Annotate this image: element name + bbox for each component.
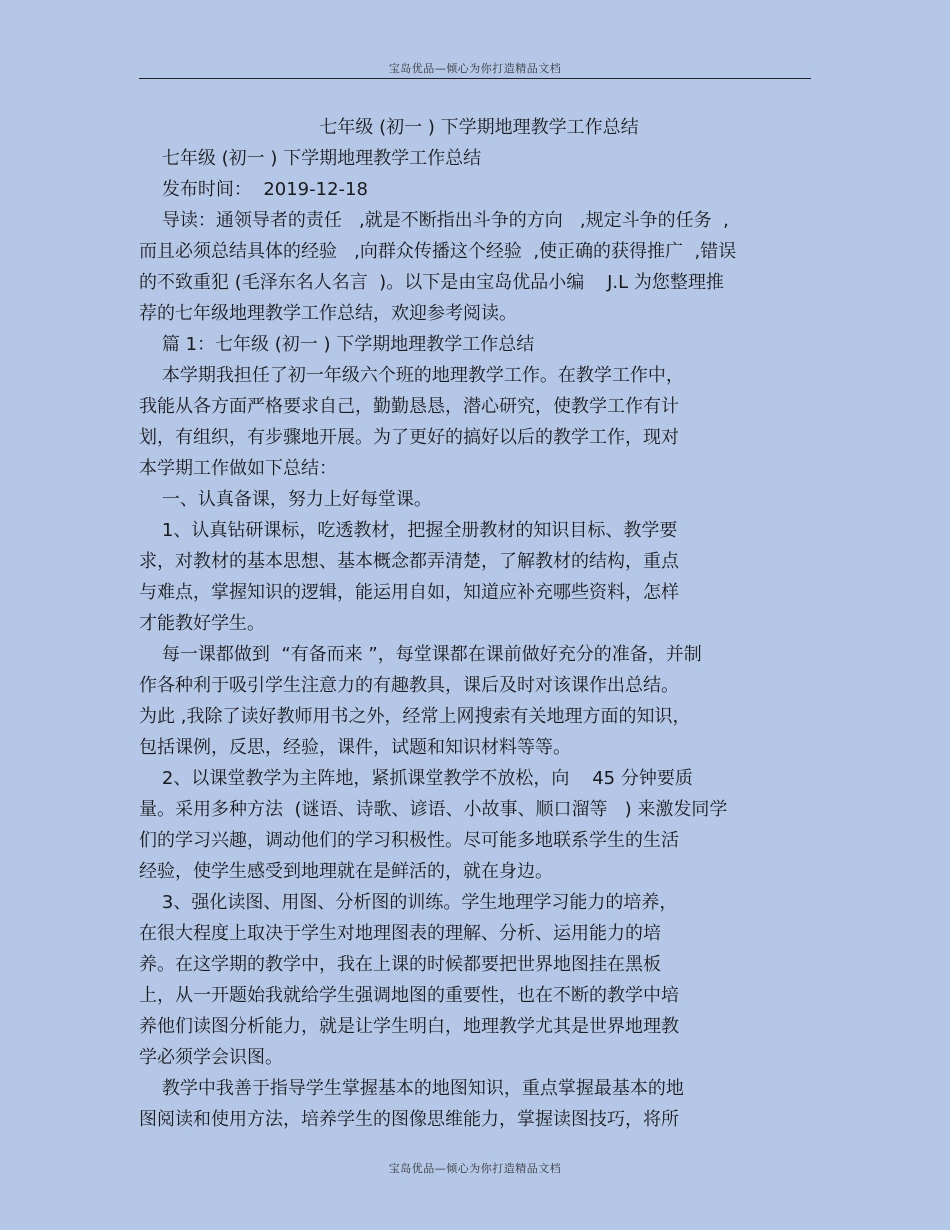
text-line: 与难点，掌握知识的逻辑，能运用自如，知道应补充哪些资料，怎样 xyxy=(139,582,679,603)
text-line: 作各种利于吸引学生注意力的有趣教具，课后及时对该课作出总结。 xyxy=(139,675,679,696)
text-line: 经验，使学生感受到地理就在是鲜活的，就在身边。 xyxy=(139,861,553,882)
text-line: 养他们读图分析能力，就是让学生明白，地理教学尤其是世界地理教 xyxy=(139,1016,679,1037)
text-line: 七年级 (初一 ) 下学期地理教学工作总结 xyxy=(139,148,482,169)
text-line: 1、认真钻研课标，吃透教材，把握全册教材的知识目标、教学要 xyxy=(139,520,678,541)
text-line: 导读：通领导者的责任 ,就是不断指出斗争的方向 ,规定斗争的任务 , xyxy=(139,210,729,231)
text-line: 为此 ,我除了读好教师用书之外，经常上网搜索有关地理方面的知识， xyxy=(139,706,691,727)
text-line: 学必须学会识图。 xyxy=(139,1047,283,1068)
text-line: 量。采用多种方法 (谜语、诗歌、谚语、小故事、顺口溜等 ) 来激发同学 xyxy=(139,799,728,820)
text-line: 3、强化读图、用图、分析图的训练。学生地理学习能力的培养， xyxy=(139,892,678,913)
text-line: 图阅读和使用方法，培养学生的图像思维能力，掌握读图技巧，将所 xyxy=(139,1109,679,1130)
page-footer: 宝岛优品—倾心为你打造精品文档 xyxy=(388,1162,562,1175)
text-line: 而且必须总结具体的经验 ,向群众传播这个经验 ,使正确的获得推广 ,错误 xyxy=(139,241,737,262)
text-line: 划，有组织，有步骤地开展。为了更好的搞好以后的教学工作，现对 xyxy=(139,427,679,448)
document-title: 七年级 (初一 ) 下学期地理教学工作总结 xyxy=(319,117,639,138)
document-body xyxy=(139,112,819,1135)
header-divider xyxy=(139,78,811,79)
text-line: 本学期工作做如下总结： xyxy=(139,458,337,479)
text-line: 本学期我担任了初一年级六个班的地理教学工作。在教学工作中， xyxy=(139,365,684,386)
text-line: 养。在这学期的教学中，我在上课的时候都要把世界地图挂在黑板 xyxy=(139,954,661,975)
text-line: 的不致重犯 (毛泽东名人名言 )。以下是由宝岛优品小编 J.L 为您整理推 xyxy=(139,272,724,293)
page-header: 宝岛优品—倾心为你打造精品文档 xyxy=(388,62,562,75)
text-line: 教学中我善于指导学生掌握基本的地图知识，重点掌握最基本的地 xyxy=(139,1078,684,1099)
text-line: 求，对教材的基本思想、基本概念都弄清楚，了解教材的结构，重点 xyxy=(139,551,679,572)
text-line: 篇 1：七年级 (初一 ) 下学期地理教学工作总结 xyxy=(139,334,535,355)
text-line: 发布时间： 2019-12-18 xyxy=(139,179,368,200)
text-line: 在很大程度上取决于学生对地理图表的理解、分析、运用能力的培 xyxy=(139,923,661,944)
text-line: 上，从一开题始我就给学生强调地图的重要性，也在不断的教学中培 xyxy=(139,985,679,1006)
text-line: 才能教好学生。 xyxy=(139,613,265,634)
text-line: 荐的七年级地理教学工作总结，欢迎参考阅读。 xyxy=(139,303,517,324)
text-line: 包括课例，反思，经验，课件，试题和知识材料等等。 xyxy=(139,737,571,758)
text-line: 一、认真备课，努力上好每堂课。 xyxy=(139,489,432,510)
text-line: 2、以课堂教学为主阵地，紧抓课堂教学不放松，向 45 分钟要质 xyxy=(139,768,693,789)
text-line: 每一课都做到 “有备而来 ”，每堂课都在课前做好充分的准备，并制 xyxy=(139,644,702,665)
text-line: 我能从各方面严格要求自己，勤勤恳恳，潜心研究，使教学工作有计 xyxy=(139,396,679,417)
text-line: 们的学习兴趣，调动他们的学习积极性。尽可能多地联系学生的生活 xyxy=(139,830,679,851)
